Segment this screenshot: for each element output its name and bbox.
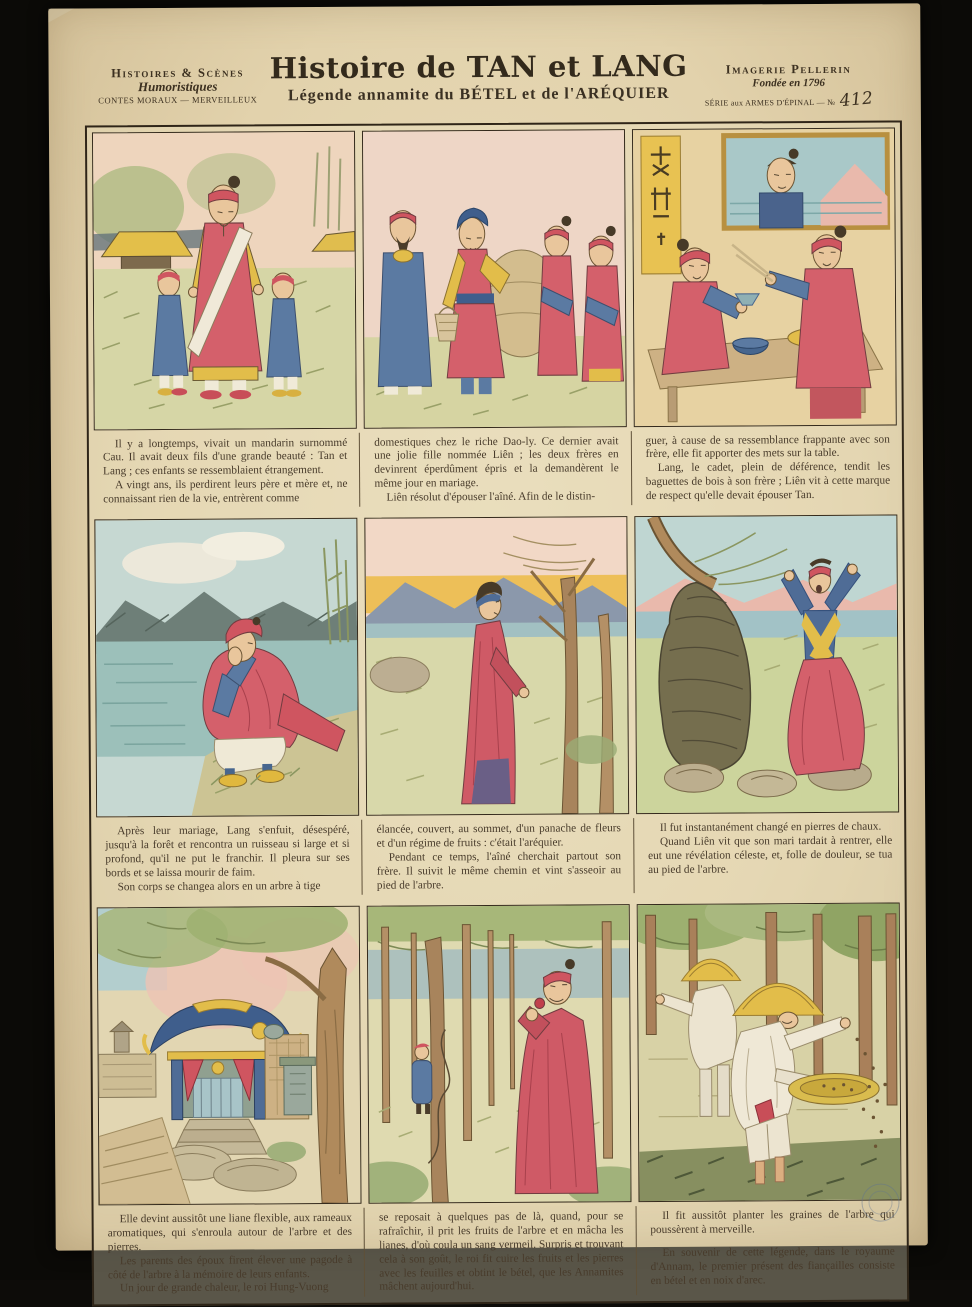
panel-5-tan-seeking xyxy=(364,517,629,817)
caption-6 xyxy=(633,817,905,894)
imprint-publisher: Imagerie Pellerin xyxy=(725,61,852,77)
panel-9-illustration xyxy=(638,904,901,1202)
page-subtitle: Légende annamite du BÉTEL et de l'ARÉQUIER xyxy=(287,84,670,105)
caption-7-p3: Un jour de grande chaleur, le roi Hung-Vuong xyxy=(119,1281,329,1295)
caption-6-p1: Il fut instantanément changé en pierres de chaux. xyxy=(659,821,882,835)
panel-4-illustration xyxy=(95,519,358,817)
series-line2: Humoristiques xyxy=(137,79,218,95)
caption-1 xyxy=(89,432,360,509)
panel-6-illustration xyxy=(635,516,898,814)
issue-number: 412 xyxy=(838,88,874,112)
panel-3-illustration xyxy=(633,128,896,426)
caption-9-p2: En souvenir de cette légende, dans le royaume d'Annam, le premier présent des fiançailles consiste en bétel et en noix d'arec. xyxy=(650,1245,895,1287)
caption-1-p1: Il y a longtemps, vivait un mandarin surnommé Cau. Il avait deux fils d'une grande beauté : Tan et Lang ; ces enfants se ressemblaient étrangement. xyxy=(102,436,348,478)
panel-9-sowing-seeds xyxy=(637,903,902,1203)
caption-row-1 xyxy=(89,425,903,515)
caption-4-p1: Après leur mariage, Lang s'enfuit, désespéré, jusqu'à la forêt et rencontra un ruisseau si large et si profond, qu'il ne put le franchir. Il pleura sur ses bords et se laissa mourir de faim. xyxy=(105,824,350,880)
caption-7-p2: Les parents des époux firent élever une pagode à côté de l'arbre à la mémoire de leurs enfants. xyxy=(107,1253,353,1281)
panel-row-1 xyxy=(87,122,902,430)
page-header xyxy=(48,3,921,121)
caption-2-p2: Liên résolut d'épouser l'aîné. Afin de le distin- xyxy=(386,490,596,504)
imprint-series-label: SÉRIE aux ARMES D'ÉPINAL — № xyxy=(704,98,836,108)
caption-4-p2: Son corps se changea alors en un arbre à tige xyxy=(117,879,321,893)
panel-5-illustration xyxy=(365,518,628,816)
caption-3-p2: Lang, le cadet, plein de déférence, tendit les baguettes de bois à son frère ; Liên vit à cette marque de respect qu'elle devait épouser Tan. xyxy=(645,460,891,502)
caption-5-p1: élancée, couvert, au sommet, d'un panache de fleurs et d'un régime de fruits : c'était l'aréquier. xyxy=(376,822,621,850)
caption-4 xyxy=(91,820,362,897)
series-line3: CONTES MORAUX — MERVEILLEUX xyxy=(98,94,258,106)
caption-row-3 xyxy=(94,1201,908,1305)
panel-2-illustration xyxy=(363,130,626,428)
panel-1-mandarin-and-sons xyxy=(92,130,357,430)
imprint-founded: Fondée en 1796 xyxy=(752,76,826,90)
caption-7-p1: Elle devint aussitôt une liane flexible, aux rameaux aromatiques, qui s'enroula autour de l'arbre et des pierres. xyxy=(107,1212,353,1254)
panel-4-weeping-by-stream xyxy=(94,518,359,818)
collection-stamp xyxy=(861,1183,899,1221)
print-page xyxy=(48,3,928,1295)
panel-7-illustration xyxy=(98,907,361,1205)
imprint-series xyxy=(691,90,887,112)
caption-7 xyxy=(94,1208,365,1298)
panel-2-proposal xyxy=(362,129,627,429)
page-title: Histoire de TAN et LANG xyxy=(269,48,688,86)
series-line1: Histoires & Scènes xyxy=(111,65,245,81)
collection-stamp-inner xyxy=(868,1191,892,1215)
story-sheet xyxy=(85,120,909,1306)
caption-8-p1: se reposait à quelques pas de là, quand, pour se rafraîchir, il prit les fruits de l'arbre et en mâcha les lianes, d'où coula un sang vermeil. Surpris et trouvant cela à son goût, le roi fit cuire les fruits et les pierres avec les feuilles et obtint le bétel, que les Annamites mâchent aujourd'hui. xyxy=(378,1210,624,1293)
imprint-block xyxy=(691,62,887,112)
panel-7-pagoda xyxy=(97,906,362,1206)
caption-2-p1: domestiques chez le riche Dao-ly. Ce dernier avait une jolie fille nommée Liên ; les deux frères en devinrent éperdûment épris et la demandèrent le même jour en mariage. xyxy=(374,434,619,490)
caption-2 xyxy=(359,431,631,508)
panel-1-illustration xyxy=(93,131,356,429)
caption-row-2 xyxy=(91,813,905,903)
title-block xyxy=(266,49,690,106)
panel-8-king-tasting xyxy=(367,905,632,1205)
panel-8-illustration xyxy=(368,906,631,1204)
caption-3-p1: guer, à cause de sa ressemblance frappante avec son frère, elle fit apporter des mets sur la table. xyxy=(645,433,890,461)
panel-6-grief-at-rock xyxy=(634,515,899,815)
caption-9 xyxy=(635,1205,907,1295)
panel-row-2 xyxy=(89,510,904,818)
caption-6-p2: Quand Liên vit que son mari tardait à rentrer, elle eut une révélation céleste, et, folle de douleur, se tua au pied de l'arbre. xyxy=(648,834,893,876)
caption-3 xyxy=(630,429,902,506)
panel-3-meal xyxy=(632,127,897,427)
panel-row-3 xyxy=(92,898,907,1206)
caption-8 xyxy=(364,1207,636,1297)
caption-9-p1: Il fit aussitôt planter les graines de l'arbre qui poussèrent à merveille. xyxy=(650,1208,895,1237)
caption-5 xyxy=(362,819,634,896)
caption-1-p2: A vingt ans, ils perdirent leurs père et mère et, ne connaissant rien de la vie, entrèrent comme xyxy=(103,477,348,506)
caption-5-p2: Pendant ce temps, l'aîné cherchait partout son frère. Il suivit le même chemin et vint s'asseoir au pied de l'arbre. xyxy=(376,850,622,892)
series-block xyxy=(89,65,267,106)
